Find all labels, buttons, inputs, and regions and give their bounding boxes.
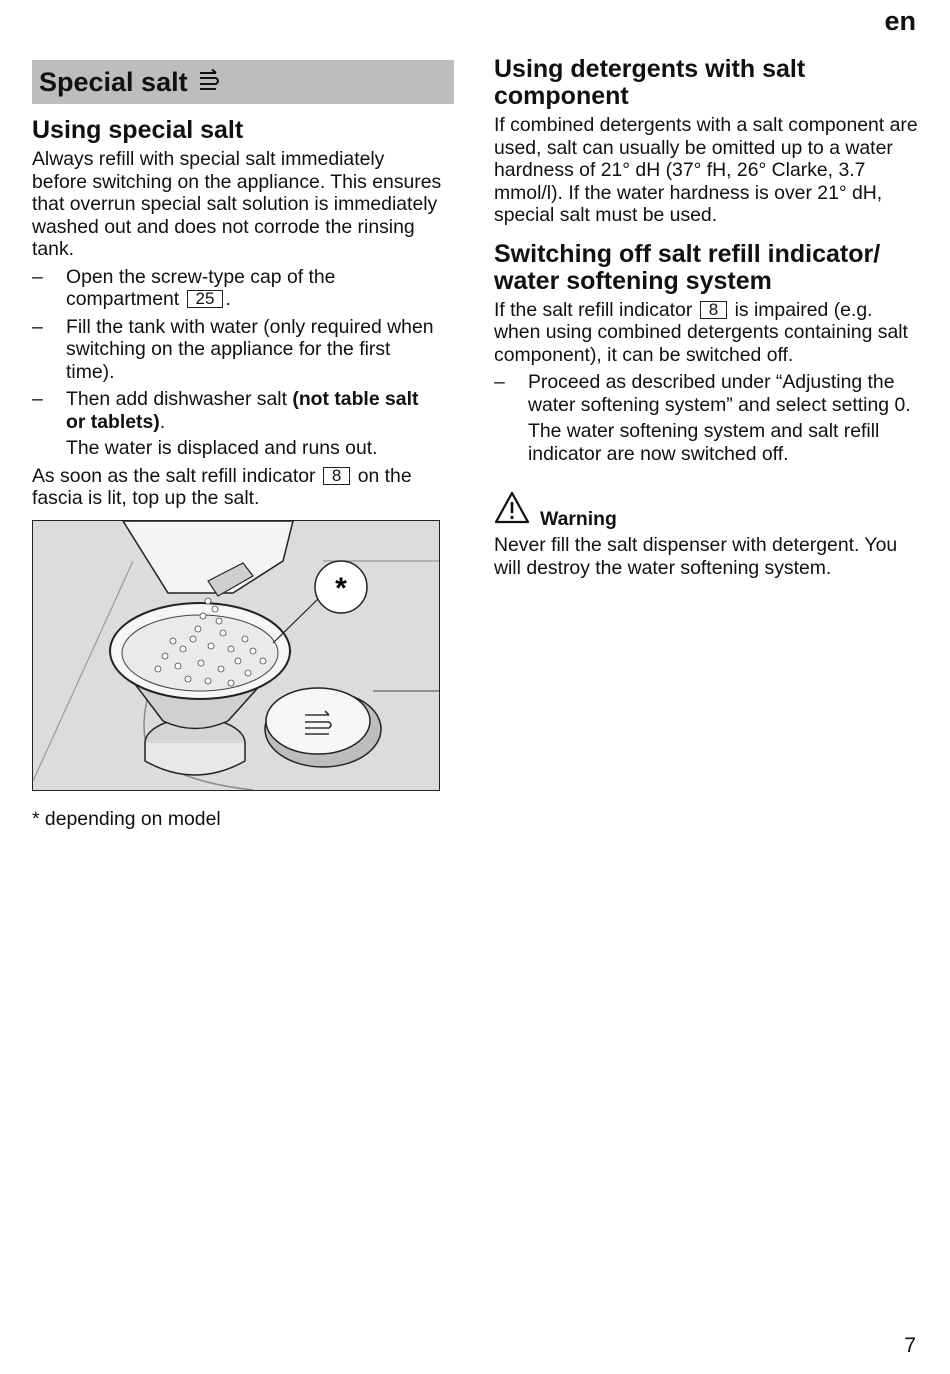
- section-title: Special salt: [39, 66, 188, 97]
- list-item: – Then add dishwasher salt (not table salt or tablets). The water is displaced and runs out.: [32, 388, 442, 460]
- list-item: – Proceed as described under “Adjusting the water softening system” and select setting 0. The water softening system and salt refill indicator are now switched off.: [494, 371, 919, 465]
- step-3-bold: (not table salt or tablets): [66, 388, 419, 433]
- heading-detergents-salt: Using detergents with salt component: [494, 55, 806, 110]
- detergents-paragraph: If combined detergents with a salt component are used, salt can usually be omitted up to a water hardness of 21° dH (37° fH, 26° Clarke, 3.7 mmol/l). If the water hardness is over 21° dH, special salt must be used.: [494, 114, 918, 226]
- warning-text: Never fill the salt dispenser with detergent. You will destroy the water softening system.: [494, 534, 898, 579]
- detergents-section: [494, 56, 919, 227]
- refill-text-1: As soon as the salt refill indicator: [32, 464, 316, 487]
- step-3-note: The water is displaced and runs out.: [66, 437, 378, 459]
- switching-text-2: is impaired (e.g. when using combined detergents containing salt component), it can be switched off.: [494, 298, 908, 366]
- right-column: [494, 56, 919, 579]
- switching-text-1: If the salt refill indicator: [494, 298, 693, 321]
- footnote: * depending on model: [32, 808, 221, 830]
- heading-switching-off: Switching off salt refill indicator/ water softening system: [494, 239, 881, 295]
- list-item: – Fill the tank with water (only required when switching on the appliance for the first time).: [32, 315, 434, 383]
- salt-refill-illustration: [32, 520, 440, 791]
- list-item: – Open the screw-type cap of the compartment 25 .: [32, 265, 336, 310]
- salt-symbol-icon: [194, 68, 224, 96]
- switching-paragraph: [494, 299, 919, 367]
- switching-steps: [494, 371, 919, 465]
- warning-title: Warning: [540, 508, 617, 530]
- section-banner: [32, 60, 454, 104]
- ref-box: 8: [323, 467, 350, 485]
- callout-asterisk: *: [335, 572, 347, 605]
- step-1-text: Open the screw-type cap of the compartment: [66, 265, 336, 310]
- refill-text-2: on the fascia is lit, top up the salt.: [32, 464, 412, 509]
- warning-header: [494, 491, 919, 530]
- ref-box: 8: [700, 301, 727, 319]
- switch-step-text: Proceed as described under “Adjusting the water softening system” and select setting 0.: [528, 371, 911, 416]
- intro-paragraph: Always refill with special salt immediately before switching on the appliance. This ensures that overrun special salt solution is immediately washed out and does not corrode the rinsing tank.: [32, 148, 442, 260]
- step-3-text: Then add dishwasher salt: [66, 388, 287, 410]
- heading-using-special-salt: Using special salt: [32, 116, 244, 144]
- ref-box: 25: [187, 290, 224, 308]
- refill-indicator-paragraph: [32, 465, 442, 510]
- steps-list: [32, 266, 442, 460]
- warning-triangle-icon: [494, 491, 530, 530]
- switch-step-note: The water softening system and salt refill indicator are now switched off.: [528, 420, 880, 465]
- page-number: 7: [904, 1334, 916, 1357]
- switching-off-section: [494, 241, 919, 466]
- left-column: [32, 60, 442, 510]
- language-code: en: [884, 6, 916, 36]
- step-2-text: Fill the tank with water (only required when switching on the appliance for the first time).: [66, 315, 434, 383]
